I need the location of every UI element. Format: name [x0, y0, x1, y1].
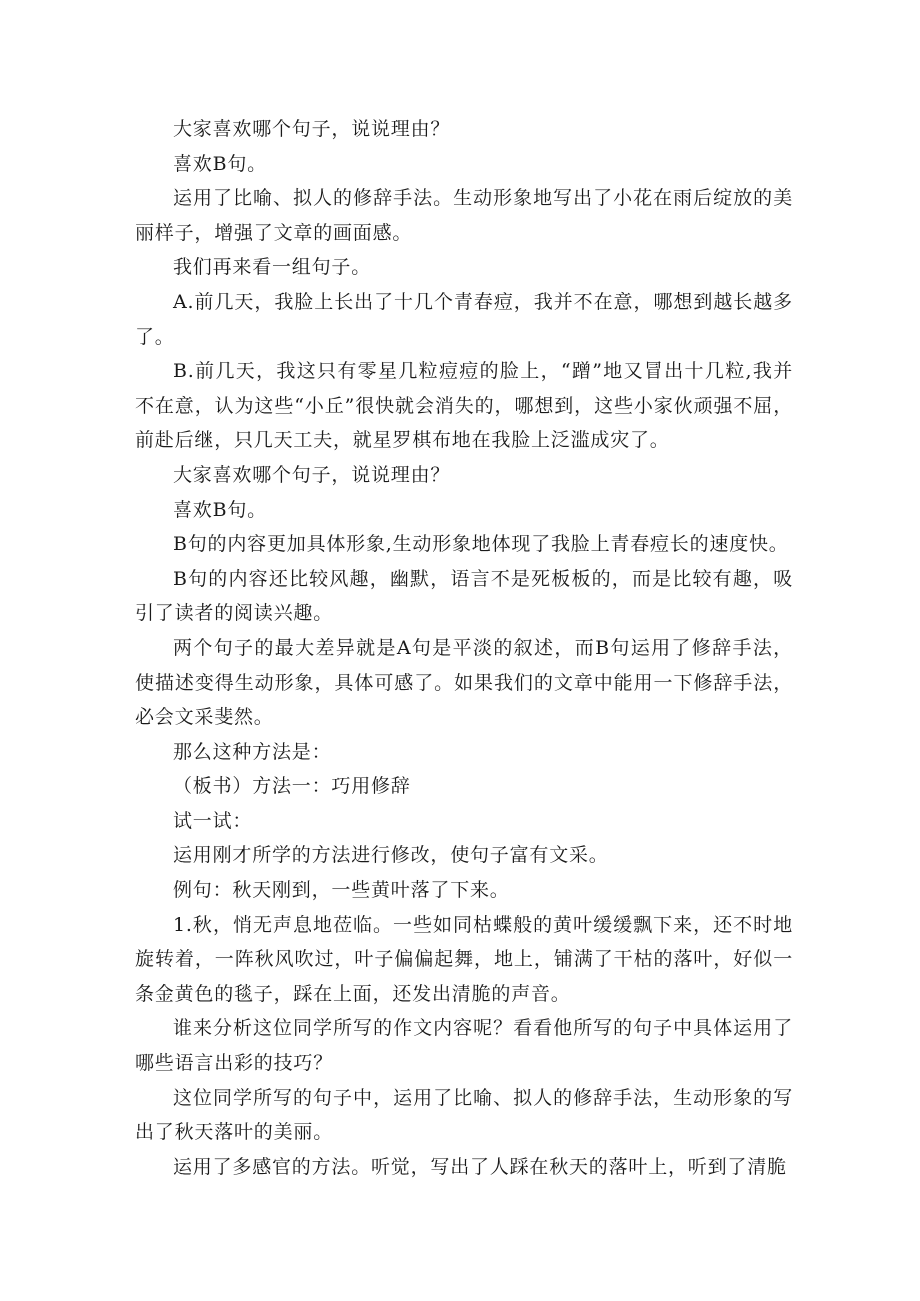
paragraph-14: 试一试：: [173, 809, 253, 832]
document-body: [135, 112, 793, 1184]
paragraph-1: 大家喜欢哪个句子，说说理由？: [173, 118, 451, 140]
paragraph-16: 例句：秋天刚到，一些黄叶落了下来。: [173, 879, 510, 902]
paragraph-8: 喜欢B句。: [173, 498, 267, 521]
paragraph-3: 运用了比喻、拟人的修辞手法。生动形象地写出了小花在雨后绽放的美丽样子，增强了文章的画面感。: [135, 187, 793, 244]
paragraph-4: 我们再来看一组句子。: [173, 256, 372, 279]
paragraph-13: （板书）方法一：巧用修辞: [173, 775, 411, 798]
paragraph-9: B句的内容更加具体形象,生动形象地体现了我脸上青春痘长的速度快。: [173, 533, 789, 556]
paragraph-20: 运用了多感官的方法。听觉，写出了人踩在秋天的落叶上，听到了清脆: [173, 1155, 787, 1178]
paragraph-5: A.前几天，我脸上长出了十几个青春痘，我并不在意，哪想到越长越多了。: [135, 290, 793, 348]
paragraph-18: 谁来分析这位同学所写的作文内容呢？看看他所写的句子中具体运用了哪些语言出彩的技巧？: [135, 1017, 793, 1075]
paragraph-11: 两个句子的最大差异就是A句是平淡的叙述，而B句运用了修辞手法，使描述变得生动形象，具体可感了。如果我们的文章中能用一下修辞手法，必会文采斐然。: [135, 636, 793, 729]
paragraph-10: B句的内容还比较风趣，幽默，语言不是死板板的，而是比较有趣，吸引了读者的阅读兴趣。: [135, 567, 793, 625]
paragraph-2: 喜欢B句。: [173, 152, 267, 175]
paragraph-7: 大家喜欢哪个句子，说说理由？: [173, 463, 451, 486]
paragraph-19: 这位同学所写的句子中，运用了比喻、拟人的修辞手法，生动形象的写出了秋天落叶的美丽。: [135, 1086, 793, 1144]
paragraph-17: 1.秋，悄无声息地莅临。一些如同枯蝶般的黄叶缓缓飘下来，还不时地旋转着，一阵秋风吹过，叶子偏偏起舞，地上，铺满了干枯的落叶，好似一条金黄色的毯子，踩在上面，还发出清脆的声音。: [135, 913, 793, 1005]
paragraph-12: 那么这种方法是：: [173, 740, 332, 763]
paragraph-6: B.前几天，我这只有零星几粒痘痘的脸上，“蹭”地又冒出十几粒,我并不在意，认为这些“小丘”很快就会消失的，哪想到，这些小家伙顽强不屈，前赴后继，只几天工夫，就星罗棋布地在我脸上泛滥成灾了。: [135, 360, 793, 452]
paragraph-15: 运用刚才所学的方法进行修改，使句子富有文采。: [173, 844, 609, 867]
